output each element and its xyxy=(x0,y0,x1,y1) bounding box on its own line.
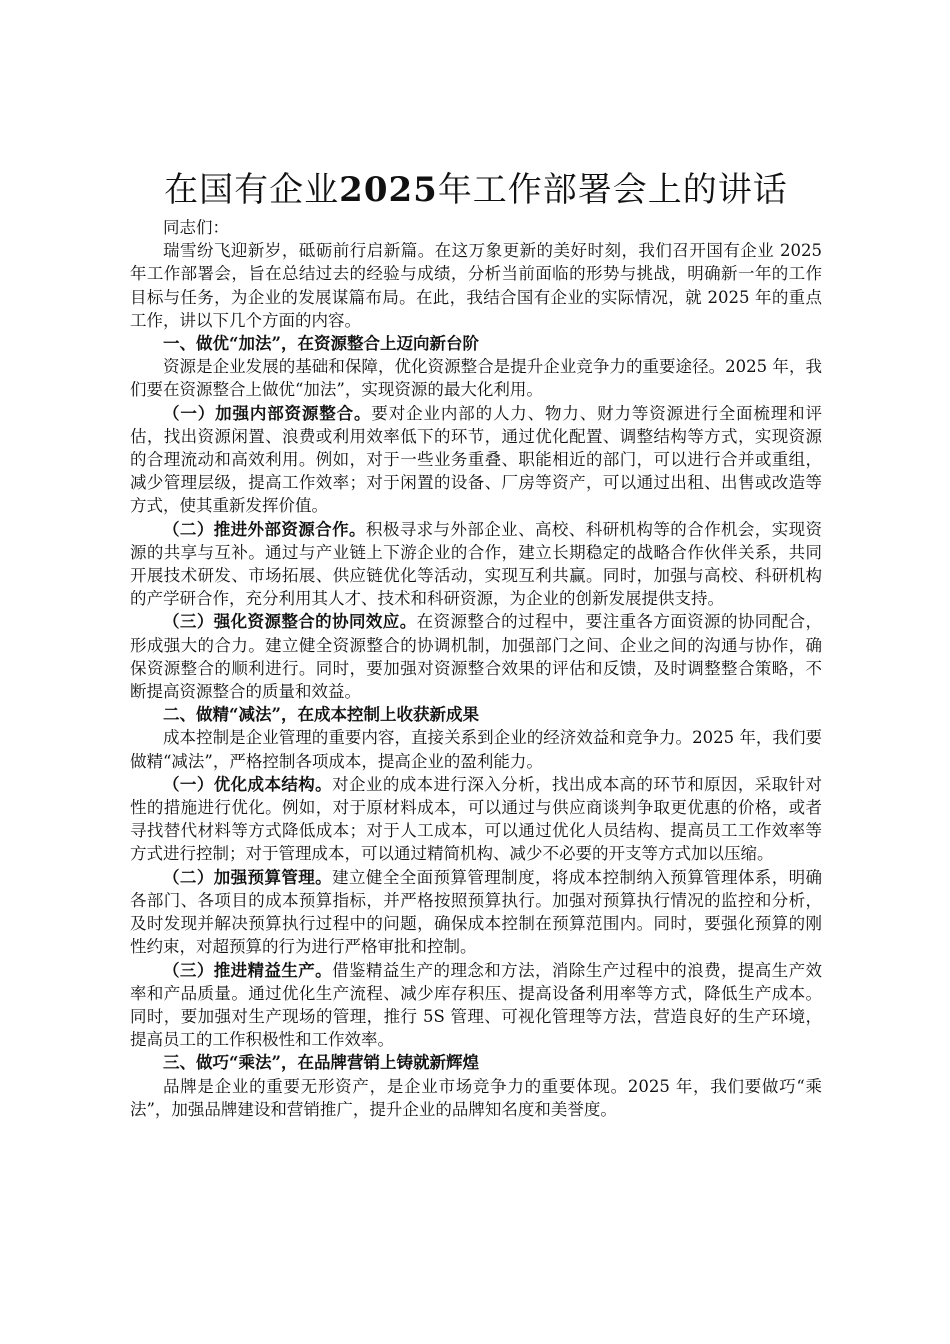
section-3-intro: 品牌是企业的重要无形资产，是企业市场竞争力的重要体现。2025 年，我们要做巧“乘法”，加强品牌建设和营销推广，提升企业的品牌知名度和美誉度。 xyxy=(130,1076,822,1119)
item-text: 借鉴精益生产的理念和方法，消除生产过程中的浪费，提高生产效率和产品质量。通过优化生产流程、减少库存积压、提高设备利用率等方式，降低生产成本。同时，要加强对生产现场的管理，推行 5S 管理、可视化管理等方法，营造良好的生产环境，提高员工的工作积极性和工作效率。 xyxy=(130,960,823,1050)
item-lead: （二）加强预算管理。 xyxy=(163,867,333,887)
section-heading-1: 一、做优“加法”，在资源整合上迈向新台阶 xyxy=(163,334,479,354)
document-page xyxy=(130,168,822,1121)
section-2-item-1 xyxy=(130,773,822,866)
item-text: 建立健全全面预算管理制度，将成本控制纳入预算管理体系，明确各部门、各项目的成本预算指标，并严格按照预算执行。加强对预算执行情况的监控和分析，及时发现并解决预算执行过程中的问题，确保成本控制在预算范围内。同时，要强化预算的刚性约束，对超预算的行为进行严格审批和控制。 xyxy=(130,867,823,957)
item-lead: （三）推进精益生产。 xyxy=(163,960,333,980)
section-1-item-2 xyxy=(130,518,822,611)
title-text: 在国有企业 xyxy=(164,170,340,210)
item-lead: （一）加强内部资源整合。 xyxy=(163,403,372,423)
section-2-item-3 xyxy=(130,959,822,1052)
item-lead: （二）推进外部资源合作。 xyxy=(163,519,366,539)
document-title xyxy=(130,168,822,212)
item-text: 要对企业内部的人力、物力、财力等资源进行全面梳理和评估，找出资源闲置、浪费或利用效率低下的环节，通过优化配置、调整结构等方式，实现资源的合理流动和高效利用。例如，对于一些业务重叠、职能相近的部门，可以进行合并或重组，减少管理层级，提高工作效率；对于闲置的设备、厂房等资产，可以通过出租、出售或改造等方式，使其重新发挥价值。 xyxy=(130,403,823,516)
section-heading-2: 二、做精“减法”，在成本控制上收获新成果 xyxy=(163,705,479,725)
title-year: 2025 xyxy=(339,170,438,210)
section-heading-3: 三、做巧“乘法”，在品牌营销上铸就新辉煌 xyxy=(163,1053,479,1073)
item-lead: （一）优化成本结构。 xyxy=(163,774,333,794)
section-2-item-2 xyxy=(130,866,822,959)
item-text: 在资源整合的过程中，要注重各方面资源的协同配合，形成强大的合力。建立健全资源整合的协调机制，加强部门之间、企业之间的沟通与协作，确保资源整合的顺利进行。同时，要加强对资源整合效果的评估和反馈，及时调整整合策略，不断提高资源整合的质量和效益。 xyxy=(130,612,823,702)
section-1-item-3 xyxy=(130,610,822,703)
section-1-intro: 资源是企业发展的基础和保障，优化资源整合是提升企业竞争力的重要途径。2025 年，我们要在资源整合上做优“加法”，实现资源的最大化利用。 xyxy=(130,357,822,400)
section-2-intro: 成本控制是企业管理的重要内容，直接关系到企业的经济效益和竞争力。2025 年，我们要做精“减法”，严格控制各项成本，提高企业的盈利能力。 xyxy=(130,728,822,771)
item-text: 对企业的成本进行深入分析，找出成本高的环节和原因，采取针对性的措施进行优化。例如，对于原材料成本，可以通过与供应商谈判争取更优惠的价格，或者寻找替代材料等方式降低成本；对于人工成本，可以通过优化人员结构、提高员工工作效率等方式进行控制；对于管理成本，可以通过精简机构、减少不必要的开支等方式加以压缩。 xyxy=(130,774,823,864)
item-lead: （三）强化资源整合的协同效应。 xyxy=(163,612,417,632)
item-text: 积极寻求与外部企业、高校、科研机构等的合作机会，实现资源的共享与互补。通过与产业链上下游企业的合作，建立长期稳定的战略合作伙伴关系，共同开展技术研发、市场拓展、供应链优化等活动，实现互利共赢。同时，加强与高校、科研机构的产学研合作，充分利用其人才、技术和科研资源，为企业的创新发展提供支持。 xyxy=(130,519,823,609)
section-1-item-1 xyxy=(130,402,822,518)
title-text-end: 年工作部署会上的讲话 xyxy=(437,170,788,210)
intro-paragraph: 瑞雪纷飞迎新岁，砥砺前行启新篇。在这万象更新的美好时刻，我们召开国有企业 2025 年工作部署会，旨在总结过去的经验与成绩，分析当前面临的形势与挑战，明确新一年的工作目标与任务，为企业的发展谋篇布局。在此，我结合国有企业的实际情况，就 2025 年的重点工作，讲以下几个方面的内容。 xyxy=(130,241,822,330)
salutation: 同志们： xyxy=(163,218,229,237)
